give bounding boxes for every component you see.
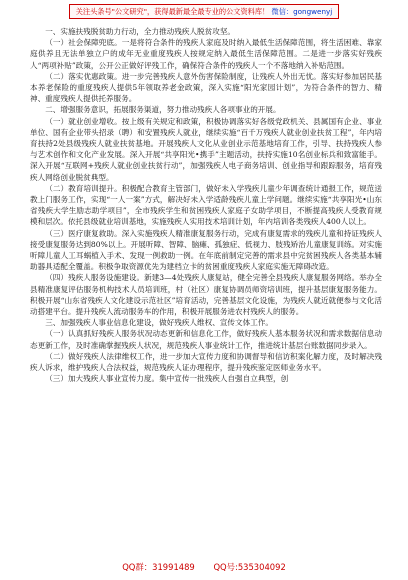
paragraph: （二）落实优惠政策。进一步完善残疾人意外伤害保险制度，让残疾人外出无忧。落实好参加居民基本养老保险的重度残疾人提供5年领取养老金政策，深入实施“阳光家园计划”，为符合条件的智力、精神、重度残疾人提供托养服务。 [30,71,382,104]
header-banner [0,0,408,22]
section-heading: 一、实施扶残脱贫助力行动，全力推动残疾人脱贫攻坚。 [45,27,236,36]
paragraph: （一）就业创业增收。按上级有关规定和政策，积极协调落实好各级党政机关、县属国有企业、事业单位、国有企业带头招录（聘）和安置残疾人就业，继续实施“百千万残疾人就业创业扶贫工程”，年内培育扶持2处县级残疾人就业扶贫基地。开展残疾人文化从业创业示范基地培育工作，引导、扶持残疾人参与艺术创作和文化产业发展。深入开展“共享阳光•携手”主题活动，扶持实施10名创业标兵和致富能手。深入开展“互联网+残疾人就业创业扶贫行动”，加强残疾人电子商务培训、创业指导和跟踪服务，培育残疾人网络创业脱贫典型。 [30,116,382,182]
qq-group-text: QQ群：31991489 [122,562,195,572]
document-body [30,26,382,546]
section-heading: 三、加强残疾人事业信息化建设，做好残疾人维权、宣传文体工作。 [45,318,273,328]
paragraph: （三）加大残疾人事业宣传力度。集中宣传一批残疾人自强自立典型，创 [45,374,289,384]
paragraph: （二）做好残疾人法律维权工作，进一步加大宣传力度和协调督导和信访积案化解力度，及时解决残疾人诉求，维护残疾人合法权益，规范残疾人证办理程序，提升残疾鉴定医师业务水平。 [30,351,382,373]
paragraph: （三）医疗康复救助。深入实施残疾人精准康复服务行动，完成有康复需求的残疾儿童和持证残疾人接受康复服务达到80%以上。开展听障、智障、脑瘫、孤独症、低视力、肢残矫治儿童康复训练。对实施听障儿童人工耳蜗植入手术、发现一例救助一例。在年底前制定完善的需求县中完贫困残疾人各类基本辅助器具适配全覆盖。积极争取资源优先为建档立卡的贫困重度残疾人家庭实施无障碍改造。 [30,228,382,272]
section-heading: 二、增强服务意识，拓展服务渠道，努力推动残疾人各项事业的开展。 [45,105,281,115]
paragraph: （一）社会保障兜底。一是将符合条件的残疾人家庭及时纳入最低生活保障范围，将生活困难、靠家庭供养且无法单独立户的成年无业重度残疾人按规定纳入最低生活保障范围。二是进一步落实好残疾人“两项补贴”政策，公开公正做好评残工作，确保符合条件的残疾人一个不落地纳入补贴范围。 [30,38,382,70]
paragraph: （四）残疾人服务设施建设。新建3—4处残疾人康复站，健全完善全县残疾人康复服务网络。举办全县精准康复评估服务机构技术人员培训班，村（社区）康复协调员师资培训班，提升基层康复服务能力。积极开展“山东省残疾人文化建设示范社区”培育活动，完善基层文化设施，为残疾人就近就便参与文化活动搭建平台。提升残疾人流动服务车的作用，积极开展服务进农村残疾人的服务。 [30,273,382,317]
paragraph: （二）教育培训提升。积极配合教育主管部门，做好未入学残疾儿童少年调查统计通报工作，规范送教上门服务工作，实现“一人一案”方式，解决好未入学适龄残疾儿童上学问题。继续实施“共享阳光•山东省残疾大学生励志助学项目”，全市残疾学生和贫困残疾人家庭子女助学项目，不断提高残疾人受教育规模和层次。依托县级就业培训基地，实施残疾人实用技术培训计划，年内培训各类残疾人400人以上。 [30,183,382,227]
wechat-id: 微信：gongwenyj [271,7,333,16]
qq-number-text: QQ号:535304092 [213,562,286,572]
promo-banner-box [69,4,340,19]
promo-banner-text: 关注头条号"公文研究"，获得最新最全最专业的公文资料库！ [75,7,270,16]
footer-contact [0,558,408,576]
paragraph: （一）认真抓好残疾人服务状况动态更新和信息化工作，做好残疾人基本服务状况和需求数据信息动态更新工作，及时准确掌握残疾人状况，规范残疾人事业统计工作，推进统计基层台账数据同步录入。 [30,329,382,350]
